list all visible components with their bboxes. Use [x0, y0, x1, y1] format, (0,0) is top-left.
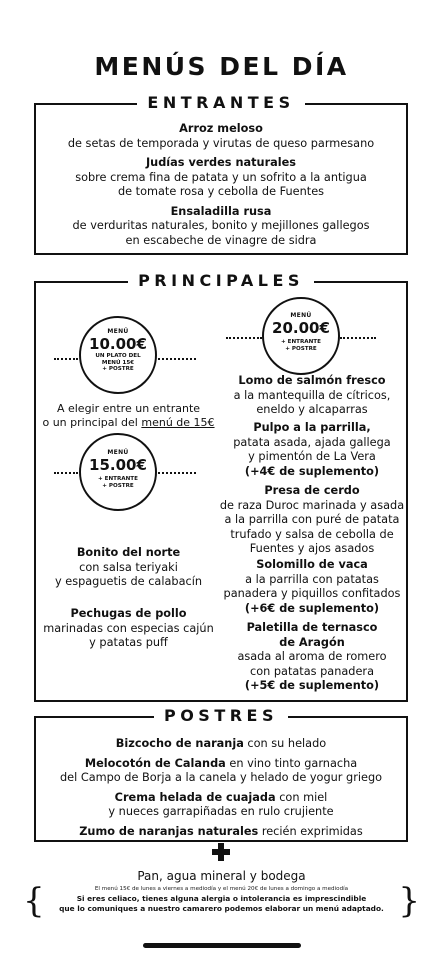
dish-desc: trufado y salsa de cebolla de — [230, 527, 394, 541]
menu-label: MENÚ — [107, 328, 129, 335]
principal-item — [214, 558, 410, 616]
footnote-allergy: que lo comuniques a nuestro camarero podemos elaborar un menú adaptado. — [59, 904, 384, 913]
postre-desc: y nueces garrapiñadas en rulo crujiente — [108, 805, 334, 818]
choose-line — [36, 416, 221, 430]
postre-item — [36, 791, 406, 820]
menu-note: MENÚ 15€ — [101, 359, 135, 366]
dish-desc: a la parrilla con puré de patata — [224, 513, 400, 526]
menu-price: 20.00€ — [272, 319, 330, 337]
home-indicator[interactable] — [143, 943, 301, 948]
choose-line-text: o un principal del — [42, 416, 142, 429]
dish-desc: con salsa teriyaki — [79, 560, 178, 574]
dish-desc: sobre crema fina de patata y un sofrito a la antigua — [75, 170, 367, 184]
postre-desc: recién exprimidas — [258, 824, 363, 838]
dish-desc: en escabeche de vinagre de sidra — [125, 233, 317, 247]
principales-section — [34, 271, 408, 702]
postre-item — [36, 757, 406, 786]
principal-item — [214, 484, 410, 557]
postre-name: Bizcocho de naranja — [115, 737, 244, 750]
dish-desc: y espaguetis de calabacín — [54, 575, 203, 588]
footnote — [23, 881, 420, 921]
menu-label: MENÚ — [107, 449, 129, 456]
dish-desc: marinadas con especias cajún — [43, 621, 214, 635]
plus-icon — [212, 843, 230, 861]
entrantes-heading: ENTRANTES — [137, 93, 304, 113]
dish-desc: panadera y piquillos confitados — [223, 587, 401, 600]
postre-line — [36, 737, 406, 752]
dish-desc: de tomate rosa y cebolla de Fuentes — [117, 185, 325, 198]
postre-desc: en vino tinto garnacha — [225, 756, 358, 770]
dish-desc: y pimentón de La Vera — [248, 450, 376, 463]
principal-item — [214, 374, 410, 418]
entrante-item — [36, 205, 406, 249]
dish-name: Pechugas de pollo — [70, 607, 187, 620]
menu-20-badge — [262, 297, 340, 375]
dish-desc: con patatas panadera — [249, 664, 374, 678]
extras-line: Pan, agua mineral y bodega — [137, 869, 306, 883]
dish-desc: patata asada, ajada gallega — [233, 435, 391, 449]
menu-note: + POSTRE — [285, 345, 317, 352]
dish-name: Solomillo de vaca — [256, 558, 368, 571]
dish-desc: asada al aroma de romero — [237, 650, 387, 663]
principal-item — [36, 607, 221, 651]
entrante-item — [36, 122, 406, 151]
dish-name: Pulpo a la parrilla, — [253, 421, 371, 434]
dish-name: Arroz meloso — [179, 122, 263, 135]
postre-line — [36, 825, 406, 840]
menu-15-link: menú de 15€ — [141, 416, 215, 429]
menu-note: + POSTRE — [102, 366, 134, 372]
principales-heading: PRINCIPALES — [128, 271, 314, 291]
dotted-divider — [158, 472, 196, 474]
postres-section — [34, 706, 408, 842]
postre-desc: del Campo de Borja a la canela y helado de yogur griego — [59, 771, 383, 784]
menu-note: + POSTRE — [102, 482, 134, 489]
dotted-divider — [54, 358, 78, 360]
entrantes-heading-wrap — [36, 93, 406, 113]
dish-name: Paletilla de ternasco — [246, 621, 378, 634]
supplement-note: (+5€ de suplemento) — [244, 679, 380, 692]
dish-name: Lomo de salmón fresco — [238, 374, 386, 387]
dish-desc: eneldo y alcaparras — [256, 403, 368, 416]
menu-note: + ENTRANTE — [98, 476, 138, 482]
left-brace-icon: { — [23, 881, 45, 921]
postres-heading-wrap — [36, 706, 406, 726]
footnote-schedule: El menú 15€ de lunes a viernes a mediodía y el menú 20€ de lunes a domingo a mediodía — [94, 886, 349, 892]
dish-desc: a la parrilla con patatas — [245, 572, 379, 586]
menu-label: MENÚ — [290, 312, 312, 319]
dish-name-2: de Aragón — [279, 635, 345, 649]
menu-price: 10.00€ — [89, 335, 147, 353]
postre-desc: con su helado — [243, 737, 327, 750]
entrantes-list — [36, 122, 406, 253]
choose-line: A elegir entre un entrante — [56, 402, 201, 415]
principal-item — [214, 621, 410, 694]
postres-list — [36, 737, 406, 844]
menu-10-badge — [79, 316, 157, 394]
postre-desc: con miel — [275, 790, 328, 804]
dish-name: Bonito del norte — [76, 546, 181, 559]
right-brace-icon: } — [398, 881, 420, 921]
dish-name: Ensaladilla rusa — [170, 204, 272, 218]
dish-desc: de setas de temporada y virutas de queso parmesano — [67, 136, 375, 150]
postre-line — [36, 757, 406, 772]
entrante-item — [36, 156, 406, 200]
principales-heading-wrap — [36, 271, 406, 291]
postre-line — [36, 791, 406, 806]
page-title: MENÚS DEL DÍA — [94, 52, 349, 81]
postre-name: Melocotón de Calanda — [84, 756, 226, 770]
dotted-divider — [158, 358, 196, 360]
postre-name: Zumo de naranjas naturales — [79, 824, 259, 838]
dish-desc: a la mantequilla de cítricos, — [233, 388, 391, 402]
postre-name: Crema helada de cuajada — [114, 790, 276, 804]
principal-item — [36, 546, 221, 590]
menu-15-badge — [79, 433, 157, 511]
postres-heading: POSTRES — [154, 706, 288, 726]
postre-item — [36, 825, 406, 840]
dotted-divider — [226, 337, 262, 339]
dotted-divider — [54, 472, 78, 474]
dish-desc: de verduritas naturales, bonito y mejillones gallegos — [72, 219, 370, 232]
postre-item — [36, 737, 406, 752]
entrantes-section — [34, 93, 408, 255]
menu-note: + ENTRANTE — [281, 339, 321, 345]
dish-desc: Fuentes y ajos asados — [249, 542, 375, 555]
menu-price: 15.00€ — [89, 456, 147, 474]
dish-name: Judías verdes naturales — [145, 156, 297, 169]
dotted-divider — [340, 337, 376, 339]
menu-note: UN PLATO DEL — [95, 353, 141, 359]
supplement-note: (+6€ de suplemento) — [244, 601, 380, 615]
footnote-allergy: Si eres celiaco, tienes alguna alergia o intolerancia es imprescindible — [76, 894, 367, 903]
principal-item — [214, 421, 410, 479]
dish-name: Presa de cerdo — [264, 484, 360, 497]
supplement-note: (+4€ de suplemento) — [244, 464, 380, 478]
dish-desc: de raza Duroc marinada y asada — [219, 498, 405, 512]
dish-desc: y patatas puff — [89, 636, 168, 649]
